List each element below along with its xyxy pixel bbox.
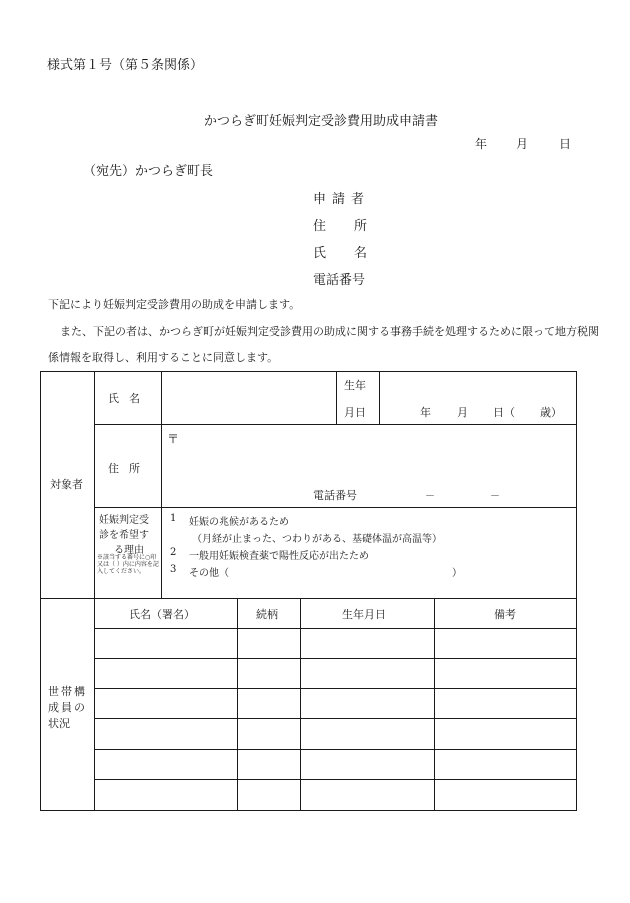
subject-name-label: 氏名	[108, 392, 150, 405]
reason-note: ※該当する番号に○印又は（ ）内に内容を記入してください。	[97, 554, 159, 575]
household-col-relation: 続柄	[256, 608, 278, 621]
reason-item-2-no: 2	[170, 547, 177, 558]
phone-separator-2: －	[490, 491, 500, 502]
reason-label-1: 妊娠判定受	[99, 515, 149, 526]
subject-birth-month: 月	[457, 406, 468, 419]
addressee: （宛先）かつらぎ町長	[83, 164, 214, 179]
subject-birth-year: 年	[420, 406, 431, 419]
subject-address-label: 住所	[108, 462, 150, 475]
consent-text-2: 係情報を取得し、利用することに同意します。	[48, 351, 279, 364]
reason-label-2: 診を希望す	[99, 530, 149, 541]
reason-item-3-no: 3	[170, 564, 177, 575]
household-col-name: 氏名（署名）	[129, 608, 195, 621]
reason-item-3-text: その他（	[189, 568, 229, 579]
consent-text-1: また、下記の者は、かつらぎ町が妊娠判定受診費用の助成に関する事務手続を処理するために限って地方税関	[60, 325, 599, 338]
household-label-3: 状況	[48, 717, 70, 730]
reason-item-2-text: 一般用妊娠検査薬で陽性反応が出たため	[189, 551, 369, 562]
subject-birth-label-1: 生年	[344, 379, 366, 392]
date-month: 月	[516, 137, 529, 151]
date-day: 日	[559, 137, 572, 151]
form-number: 様式第１号（第５条関係）	[47, 58, 204, 73]
applicant-address-label: 住所	[313, 219, 396, 234]
household-col-remarks: 備考	[494, 608, 516, 621]
reason-item-1-text: 妊娠の兆候があるため	[189, 517, 289, 528]
date-year: 年	[475, 137, 488, 151]
reason-label-3: る理由	[114, 545, 144, 556]
subject-birth-label-2: 月日	[344, 406, 366, 419]
reason-item-1-no: 1	[170, 513, 177, 524]
applicant-heading: 申請者	[313, 192, 371, 207]
subject-age: 歳）	[540, 406, 562, 419]
subject-birth-day: 日（	[493, 406, 515, 419]
household-col-birthdate: 生年月日	[342, 608, 386, 621]
phone-separator-1: －	[425, 491, 435, 502]
subject-section-label: 対象者	[50, 478, 83, 491]
reason-item-1-detail: （月経が止まった、つわりがある、基礎体温が高温等）	[192, 534, 442, 545]
postal-mark: 〒	[167, 432, 180, 446]
request-text: 下記により妊娠判定受診費用の助成を申請します。	[48, 298, 301, 311]
applicant-phone-label: 電話番号	[313, 273, 366, 288]
household-label-2: 成員の	[48, 701, 87, 714]
applicant-name-label: 氏名	[313, 246, 396, 261]
page-title: かつらぎ町妊娠判定受診費用助成申請書	[204, 114, 439, 129]
subject-phone-label: 電話番号	[313, 489, 357, 502]
reason-other-close: ）	[452, 568, 462, 579]
household-label-1: 世帯構	[48, 685, 87, 698]
